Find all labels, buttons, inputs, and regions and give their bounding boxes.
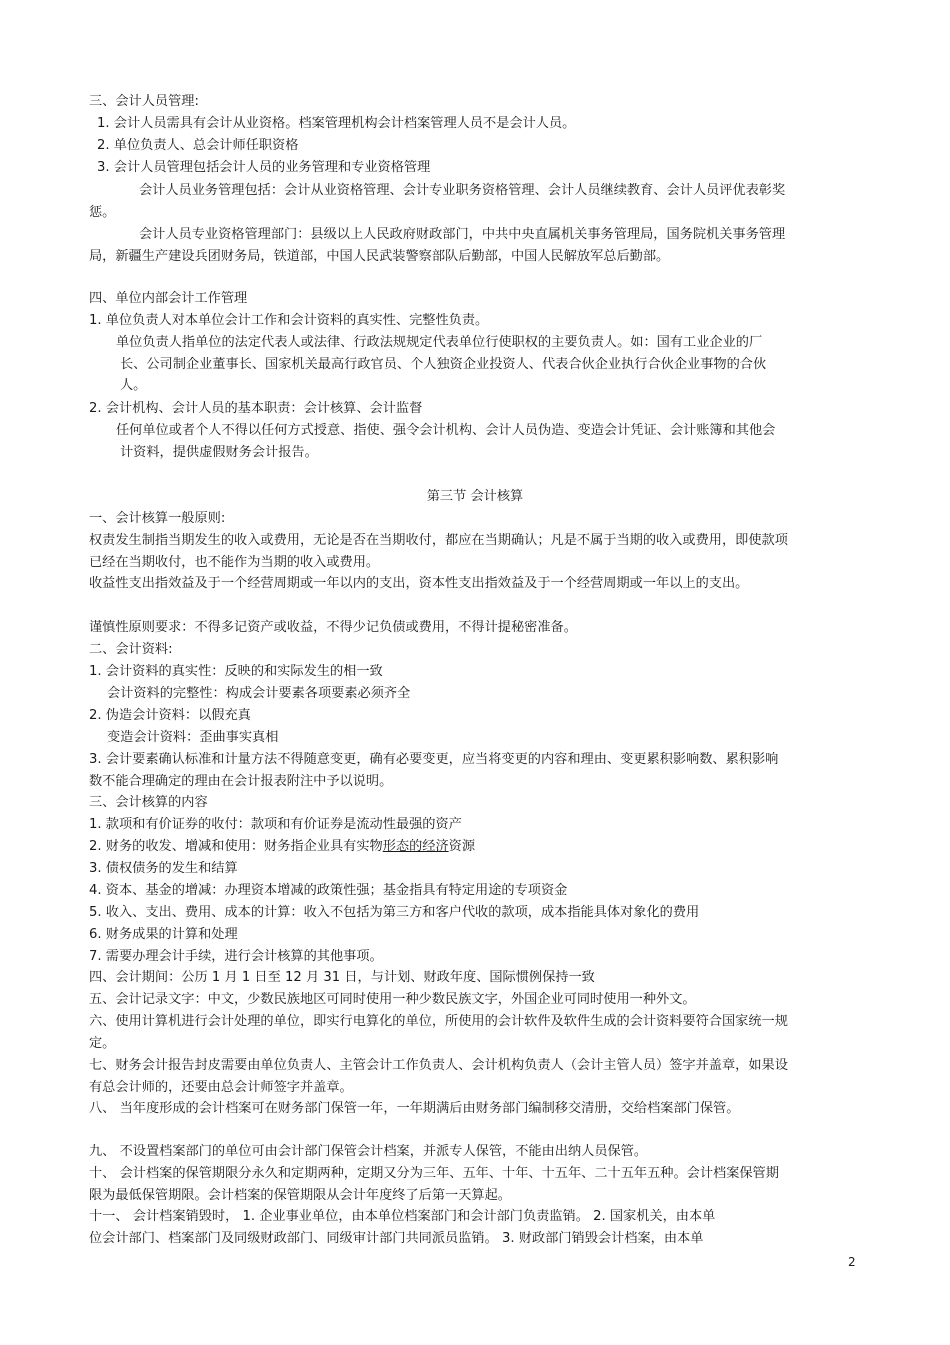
paragraph: 十、 会计档案的保管期限分永久和定期两种，定期又分为三年、五年、十年、十五年、二十五年五种。会计档案保管期限为最低保管期限。会计档案的保管期限从会计年度终了后第一天算起。 [89,1166,779,1203]
paragraph: 四、会计期间：公历 1 月 1 日至 12 月 31 日，与计划、财政年度、国际惯例保持一致 [89,970,595,985]
paragraph: 权责发生制指当期发生的收入或费用，无论是否在当期收付，都应在当期确认；凡是不属于当期的收入或费用，即使款项已经在当期收付，也不能作为当期的收入或费用。 [89,533,788,570]
paragraph: 谨慎性原则要求：不得多记资产或收益，不得少记负债或费用，不得计提秘密准备。 [89,620,577,635]
list-item: 5. 收入、支出、费用、成本的计算：收入不包括为第三方和客户代收的款项，成本指能具体对象化的费用 [89,905,700,920]
underlined-text: 形态的经济 [382,839,449,854]
section-title: 第三节 会计核算 [426,489,524,504]
list-item: 6. 财务成果的计算和处理 [89,927,238,942]
paragraph: 十一、 会计档案销毁时， 1. 企业事业单位，由本单位档案部门和会计部门负责监销。 2. 国家机关，由本单 [89,1209,716,1224]
list-item: 3. 会计人员管理包括会计人员的业务管理和专业资格管理 [97,160,431,175]
list-item: 1. 单位负责人对本单位会计工作和会计资料的真实性、完整性负责。 [89,313,489,328]
list-item: 3. 债权债务的发生和结算 [89,861,238,876]
list-item-text: 资源 [448,839,476,854]
list-item-text: 2. 财务的收发、增减和使用：财务指企业具有实物 [89,839,383,854]
section-heading-accounting-personnel: 三、会计人员管理: [89,94,199,109]
paragraph: 九、 不设置档案部门的单位可由会计部门保管会计档案，并派专人保管，不能由出纳人员保管。 [89,1144,648,1159]
list-item: 2. 伪造会计资料：以假充真 [89,708,251,723]
list-item: 7. 需要办理会计手续，进行会计核算的其他事项。 [89,949,383,964]
paragraph: 收益性支出指效益及于一个经营周期或一年以内的支出，资本性支出指效益及于一个经营周期或一年以上的支出。 [89,576,749,591]
list-item: 2. 单位负责人、总会计师任职资格 [97,138,299,153]
paragraph: 会计人员专业资格管理部门：县级以上人民政府财政部门，中共中央直属机关事务管理局，国务院机关事务管理局，新疆生产建设兵团财务局，铁道部，中国人民武装警察部队后勤部，中国人民解放军总后勤部。 [89,227,786,264]
list-item [89,836,475,858]
list-item: 1. 会计资料的真实性：反映的和实际发生的相一致 [89,664,383,679]
list-item: 1. 款项和有价证券的收付：款项和有价证券是流动性最强的资产 [89,817,462,832]
paragraph: 六、使用计算机进行会计处理的单位，即实行电算化的单位，所使用的会计软件及软件生成的会计资料要符合国家统一规定。 [89,1014,788,1051]
paragraph: 八、 当年度形成的会计档案可在财务部门保管一年，一年期满后由财务部门编制移交清册，交给档案部门保管。 [89,1101,740,1116]
section-heading: 二、会计资料: [89,642,173,657]
paragraph: 3. 会计要素确认标准和计量方法不得随意变更，确有必要变更，应当将变更的内容和理由、变更累积影响数、累积影响数不能合理确定的理由在会计报表附注中予以说明。 [89,752,779,789]
page-number: 2 [848,1255,856,1269]
paragraph: 七、财务会计报告封皮需要由单位负责人、主管会计工作负责人、会计机构负责人（会计主管人员）签字并盖章，如果设有总会计师的，还要由总会计师签字并盖章。 [89,1058,788,1095]
section-heading: 一、会计核算一般原则: [89,511,226,526]
section-heading: 三、会计核算的内容 [89,795,208,810]
list-item: 变造会计资料：歪曲事实真相 [107,730,279,745]
list-item: 2. 会计机构、会计人员的基本职责：会计核算、会计监督 [89,401,423,416]
list-item: 4. 资本、基金的增减：办理资本增减的政策性强；基金指具有特定用途的专项资金 [89,883,568,898]
list-item: 会计资料的完整性：构成会计要素各项要素必须齐全 [107,686,411,701]
list-item: 1. 会计人员需具有会计从业资格。档案管理机构会计档案管理人员不是会计人员。 [97,116,576,131]
paragraph: 五、会计记录文字：中文，少数民族地区可同时使用一种少数民族文字，外国企业可同时使用一种外文。 [89,992,696,1007]
paragraph: 任何单位或者个人不得以任何方式授意、指使、强令会计机构、会计人员伪造、变造会计凭证、会计账簿和其他会计资料，提供虚假财务会计报告。 [116,423,776,460]
section-heading-internal-management: 四、单位内部会计工作管理 [89,291,248,306]
paragraph: 位会计部门、档案部门及同级财政部门、同级审计部门共同派员监销。 3. 财政部门销毁会计档案，由本单 [89,1231,704,1246]
paragraph: 会计人员业务管理包括：会计从业资格管理、会计专业职务资格管理、会计人员继续教育、会计人员评优表彰奖惩。 [89,183,786,220]
paragraph: 单位负责人指单位的法定代表人或法律、行政法规规定代表单位行使职权的主要负责人。如：国有工业企业的厂长、公司制企业董事长、国家机关最高行政官员、个人独资企业投资人、代表合伙企业执行合伙企业事物的合伙人。 [116,335,767,394]
